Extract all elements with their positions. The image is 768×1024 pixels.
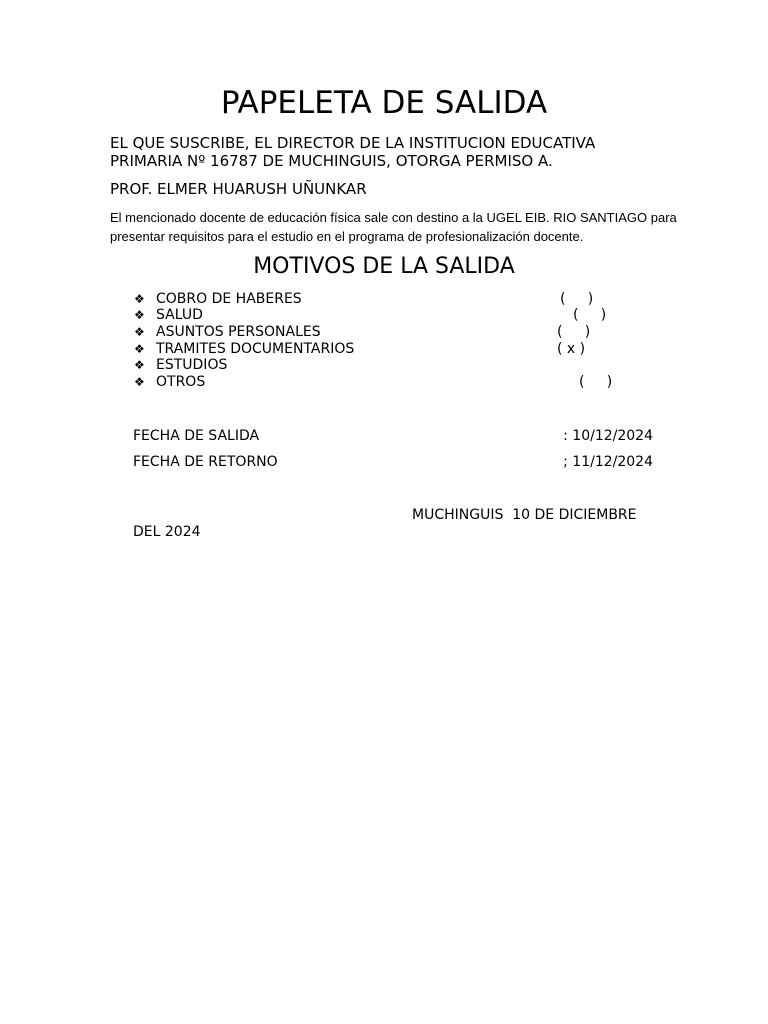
diamond-bullet-icon: ❖ [134,325,145,339]
description-line: El mencionado docente de educación física sale con destino a la UGEL EIB. RIO SANTIAGO para [110,210,677,225]
reason-label: COBRO DE HABERES [156,291,302,307]
reason-checkbox-mark: ( ) [573,307,607,323]
place-date-continuation: DEL 2024 [133,524,201,540]
reason-checkbox-mark: ( x ) [557,341,586,357]
reason-label: ESTUDIOS [156,357,228,373]
reason-checkbox-mark: ( ) [579,374,613,390]
diamond-bullet-icon: ❖ [134,292,145,306]
return-date-label: FECHA DE RETORNO [133,454,278,470]
reasons-title: MOTIVOS DE LA SALIDA [253,254,515,279]
description-paragraph [110,208,677,246]
intro-line: EL QUE SUSCRIBE, EL DIRECTOR DE LA INSTITUCION EDUCATIVA [110,134,596,152]
return-date-value: ; 11/12/2024 [563,454,653,470]
diamond-bullet-icon: ❖ [134,342,145,356]
place-date: MUCHINGUIS 10 DE DICIEMBRE [412,507,637,523]
diamond-bullet-icon: ❖ [134,308,145,322]
reason-checkbox-mark: ( ) [557,324,591,340]
reason-checkbox-mark: ( ) [560,291,594,307]
reason-label: OTROS [156,374,206,390]
intro-line: PRIMARIA Nº 16787 DE MUCHINGUIS, OTORGA PERMISO A. [110,152,553,170]
diamond-bullet-icon: ❖ [134,375,145,389]
diamond-bullet-icon: ❖ [134,358,145,372]
departure-date-value: : 10/12/2024 [563,428,653,444]
teacher-name: PROF. ELMER HUARUSH UÑUNKAR [110,180,367,198]
reason-label: ASUNTOS PERSONALES [156,324,321,340]
intro-paragraph [110,134,670,170]
reason-label: SALUD [156,307,203,323]
description-line: presentar requisitos para el estudio en el programa de profesionalización docente. [110,229,584,244]
document-title: PAPELETA DE SALIDA [220,85,548,121]
departure-date-label: FECHA DE SALIDA [133,428,260,444]
reason-label: TRAMITES DOCUMENTARIOS [156,341,355,357]
